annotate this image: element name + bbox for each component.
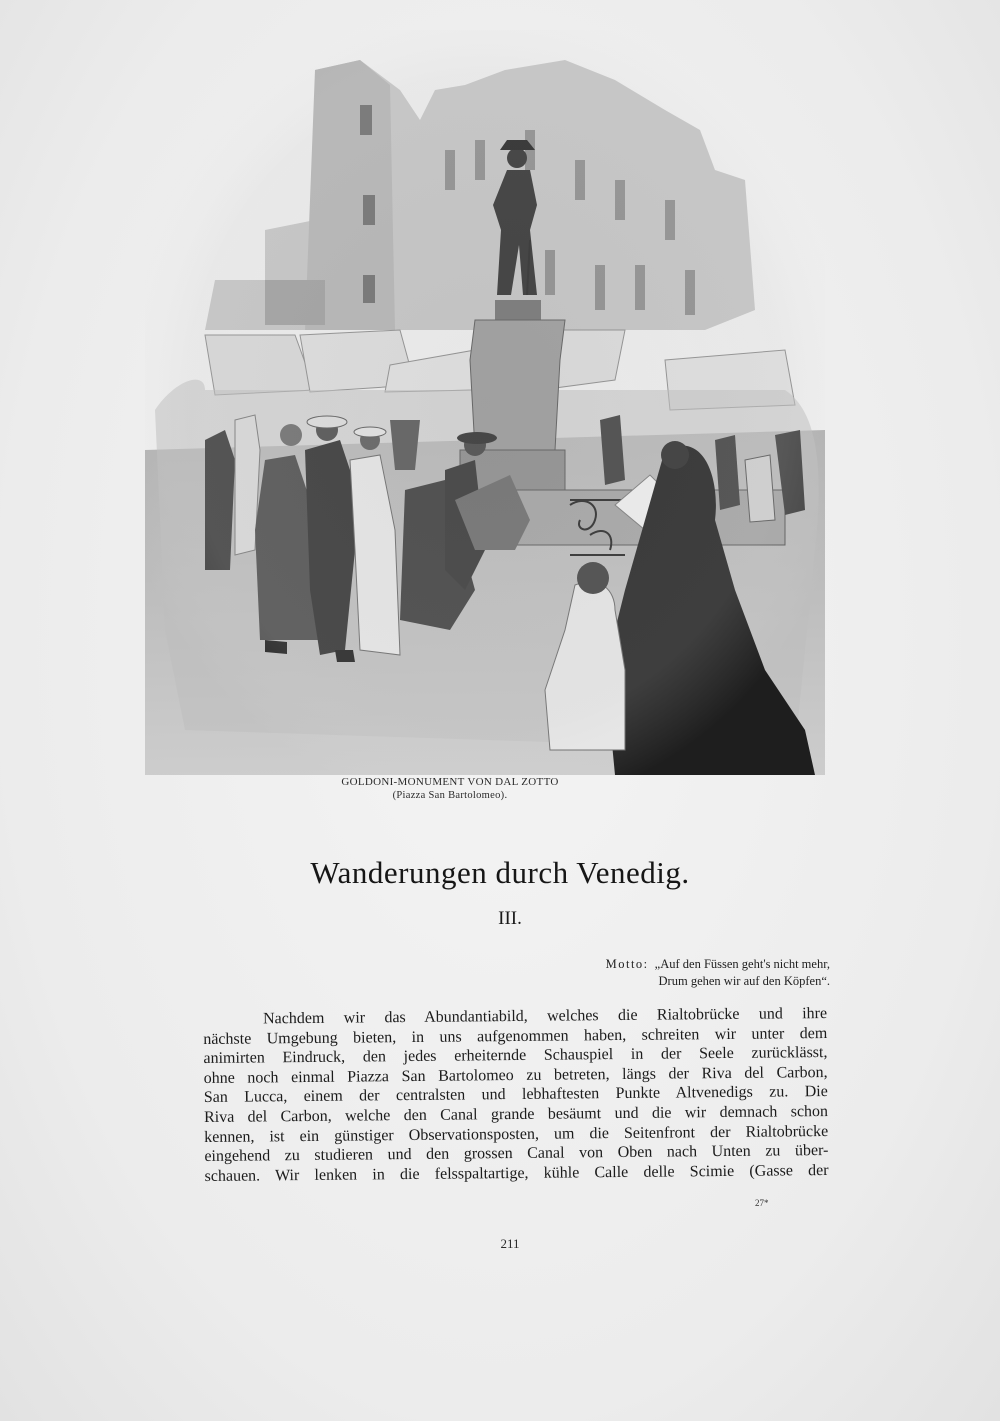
motto-label: Motto: xyxy=(605,957,649,971)
goldoni-monument-illustration xyxy=(145,30,825,775)
figure-caption-location: (Piazza San Bartolomeo). xyxy=(392,790,508,801)
body-line: ohne noch einmal Piazza San Bartolomeo zu betreten, längs der Riva del Carbon, xyxy=(203,1063,828,1087)
motto-line-1: Motto: „Auf den Füssen geht's nicht mehr, xyxy=(605,957,830,971)
figure-caption-title: GOLDONI-MONUMENT VON DAL ZOTTO xyxy=(341,776,559,788)
body-line: nächste Umgebung bieten, in uns aufgenommen haben, schreiten wir unter dem xyxy=(203,1024,828,1048)
motto-block xyxy=(606,956,830,990)
body-line: eingehend zu studieren und den grossen Canal von Oben nach Unten zu über- xyxy=(204,1142,829,1166)
signature-mark: 27* xyxy=(755,1198,769,1208)
page-number: 211 xyxy=(500,1236,520,1251)
body-line: schauen. Wir lenken in die felsspaltartige, kühle Calle delle Scimie (Gasse der xyxy=(204,1161,829,1185)
article-body xyxy=(203,1004,829,1186)
body-line: kennen, ist ein günstiger Observationsposten, um die Seitenfront der Rialtobrücke xyxy=(204,1122,829,1146)
body-line: San Lucca, einem der centralsten und lebhaftesten Punkte Altvenedigs zu. Die xyxy=(203,1083,828,1107)
motto-line-2: Drum gehen wir auf den Köpfen“. xyxy=(658,974,830,988)
body-line: Riva del Carbon, welche den Canal grande besäumt und die wir demnach schon xyxy=(203,1102,829,1126)
article-part-number: III. xyxy=(498,908,522,929)
article-title: Wanderungen durch Venedig. xyxy=(310,855,690,890)
body-line: Nachdem wir das Abundantiabild, welches die Rialtobrücke und ihre xyxy=(263,1005,828,1028)
body-line: animirten Eindruck, den jedes erheiternde Schauspiel in der Seele zurücklässt, xyxy=(203,1044,828,1068)
